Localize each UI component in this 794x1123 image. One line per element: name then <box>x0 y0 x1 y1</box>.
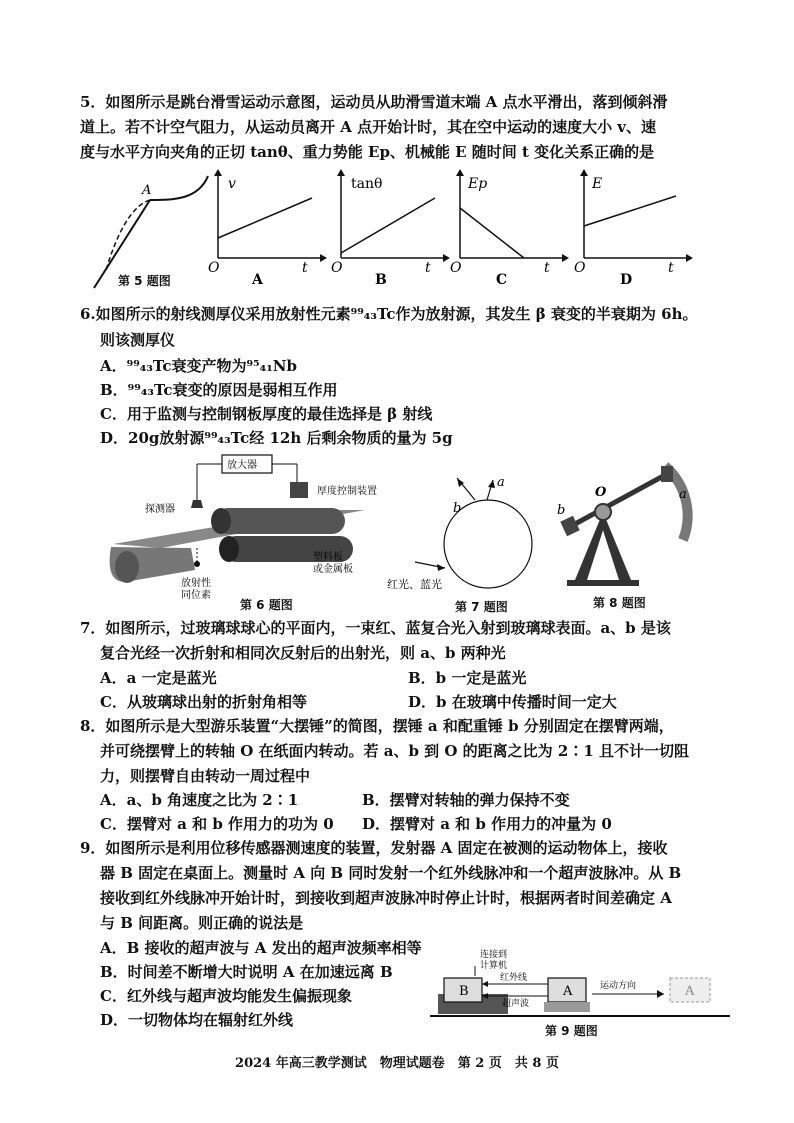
detector-label: 探测器 <box>145 504 175 515</box>
q7-option-d: D．b 在玻璃中传播时间一定大 <box>408 693 617 711</box>
graph-d-option: D <box>620 272 633 288</box>
fig6-caption: 第 6 题图 <box>240 598 293 612</box>
graph-c-line <box>460 208 524 258</box>
source <box>194 561 200 567</box>
graph-c-ylabel: Ep <box>468 176 488 192</box>
svg-text:A: A <box>685 984 695 999</box>
fig9-connect-2: 计算机 <box>480 961 508 971</box>
graph-a <box>202 168 327 288</box>
q7-line-2: 复合光经一次折射和相同次反射后的出射光，则 a、b 两种光 <box>100 644 506 662</box>
q7-option-a: A．a 一定是蓝光 <box>100 669 217 687</box>
q9-option-d: D．一切物体均在辐射红外线 <box>100 1011 294 1029</box>
graph-d-origin: O <box>574 260 586 276</box>
graph-c-option: C <box>496 272 508 288</box>
graph-d-ylabel: E <box>592 176 603 192</box>
q9-option-b: B．时间差不断增大时说明 A 在加速远离 B <box>100 963 393 981</box>
plate-label-1: 塑料板 <box>313 552 343 563</box>
source-label-1: 放射性 <box>181 578 211 589</box>
q7-option-c: C．从玻璃球出射的折射角相等 <box>100 693 307 711</box>
counterweight-b <box>560 516 579 536</box>
graph-a-origin: O <box>208 260 220 276</box>
glass-sphere-figure <box>385 470 535 605</box>
displacement-sensor-figure <box>430 948 730 1020</box>
graph-a-line <box>218 198 312 238</box>
graph-c <box>444 168 569 288</box>
source-label-2: 同位素 <box>181 590 211 601</box>
q8-line-2: 并可绕摆臂上的转轴 O 在纸面内转动。若 a、b 到 O 的距离之比为 2∶1 且不计一切阻 <box>100 742 689 760</box>
page-footer: 2024 年高三教学测试 物理试题卷 第 2 页 共 8 页 <box>235 1056 559 1071</box>
graph-b <box>325 168 450 288</box>
fig7-label-a: a <box>497 475 505 490</box>
graph-c-xlabel: t <box>544 260 550 276</box>
graph-c-origin: O <box>450 260 462 276</box>
q6-option-c: C．用于监测与控制钢板厚度的最佳选择是 β 射线 <box>100 405 433 423</box>
plate-label-2: 或金属板 <box>313 564 353 575</box>
q6-option-d: D．20g放射源⁹⁹₄₃Tc经 12h 后剩余物质的量为 5g <box>100 429 453 447</box>
graph-b-ylabel: tanθ <box>351 176 383 192</box>
graph-a-xlabel: t <box>302 260 308 276</box>
fig9-ultrasonic: 超声波 <box>502 999 530 1009</box>
q9-line-2: 器 B 固定在桌面上。测量时 A 向 B 同时发射一个红外线脉冲和一个超声波脉冲。从 B <box>100 864 682 882</box>
fig8-label-b: b <box>557 503 566 518</box>
q6-option-a: A．⁹⁹₄₃Tc衰变产物为⁹⁵₄₁Nb <box>100 357 297 375</box>
graph-d-line <box>584 196 676 226</box>
swing-arm <box>575 474 667 524</box>
q6-line-1: 6.如图所示的射线测厚仪采用放射性元素⁹⁹₄₃Tc作为放射源，其发生 β 衰变的半衰期为 6h。 <box>80 305 698 323</box>
graph-b-option: B <box>375 272 387 288</box>
q9-option-a: A．B 接收的超声波与 A 发出的超声波频率相等 <box>100 939 422 957</box>
q8-option-c: C．摆臂对 a 和 b 作用力的功为 0 <box>100 815 334 833</box>
pendulum-ride-figure <box>555 462 705 592</box>
fig7-caption: 第 7 题图 <box>455 600 508 614</box>
detector <box>191 500 203 508</box>
graph-d <box>568 168 693 288</box>
fig9-label-b: B <box>459 984 469 999</box>
graph-b-line <box>341 198 435 253</box>
graph-a-option: A <box>252 272 263 288</box>
amplifier-label: 放大器 <box>227 460 257 471</box>
q5-line-1: 5．如图所示是跳台滑雪运动示意图，运动员从助滑雪道末端 A 点水平滑出，落到倾斜滑 <box>80 93 668 111</box>
fig9-direction: 运动方向 <box>600 981 637 991</box>
q9-line-4: 与 B 间距离。则正确的说法是 <box>100 914 304 932</box>
point-a-label: A <box>142 183 152 198</box>
thickness-control-device <box>290 482 308 498</box>
thickness-gauge-figure <box>105 452 395 612</box>
fig8-caption: 第 8 题图 <box>593 596 646 610</box>
q7-line-1: 7．如图所示，过玻璃球球心的平面内，一束红、蓝复合光入射到玻璃球表面。a、b 是该 <box>80 619 671 637</box>
q7-option-b: B．b 一定是蓝光 <box>408 669 527 687</box>
q6-option-b: B．⁹⁹₄₃Tc衰变的原因是弱相互作用 <box>100 381 338 399</box>
q6-line-2: 则该测厚仪 <box>100 331 176 349</box>
thickness-control-label: 厚度控制装置 <box>317 486 377 497</box>
fig8-label-o: O <box>595 485 607 500</box>
fig9-caption: 第 9 题图 <box>545 1024 598 1038</box>
q5-line-3: 度与水平方向夹角的正切 tanθ、重力势能 Ep、机械能 E 随时间 t 变化关系正确的是 <box>80 143 655 161</box>
fig8-label-a: a <box>679 487 687 502</box>
fig9-label-a: A <box>563 984 573 999</box>
q8-option-d: D．摆臂对 a 和 b 作用力的冲量为 0 <box>362 815 612 833</box>
fig9-infrared: 红外线 <box>500 973 528 983</box>
q9-line-1: 9．如图所示是利用位移传感器测速度的装置，发射器 A 固定在被测的运动物体上，接收 <box>80 839 668 857</box>
pendulum-a <box>661 466 673 482</box>
q8-line-1: 8．如图所示是大型游乐装置“大摆锤”的简图，摆锤 a 和配重锤 b 分别固定在摆臂两端， <box>80 717 674 735</box>
graph-d-xlabel: t <box>668 260 674 276</box>
fig7-label-b: b <box>453 501 462 516</box>
q8-line-3: 力，则摆臂自由转动一周过程中 <box>100 767 311 785</box>
q9-line-3: 接收到红外线脉冲开始计时，到接收到超声波脉冲时停止计时，根据两者时间差确定 A <box>100 889 672 907</box>
fig5-caption: 第 5 题图 <box>118 274 171 288</box>
q9-option-c: C．红外线与超声波均能发生偏振现象 <box>100 987 352 1005</box>
fig7-light-label: 红光、蓝光 <box>387 578 442 591</box>
graph-b-xlabel: t <box>425 260 431 276</box>
graph-a-ylabel: v <box>228 176 236 192</box>
fig9-connect-1: 连接到 <box>480 950 508 960</box>
q8-option-b: B．摆臂对转轴的弹力保持不变 <box>362 791 570 809</box>
graph-b-origin: O <box>331 260 343 276</box>
q5-line-2: 道上。若不计空气阻力，从运动员离开 A 点开始计时，其在空中运动的速度大小 v、速 <box>80 118 657 136</box>
pivot-o <box>595 504 611 520</box>
q8-option-a: A．a、b 角速度之比为 2∶1 <box>100 791 299 809</box>
